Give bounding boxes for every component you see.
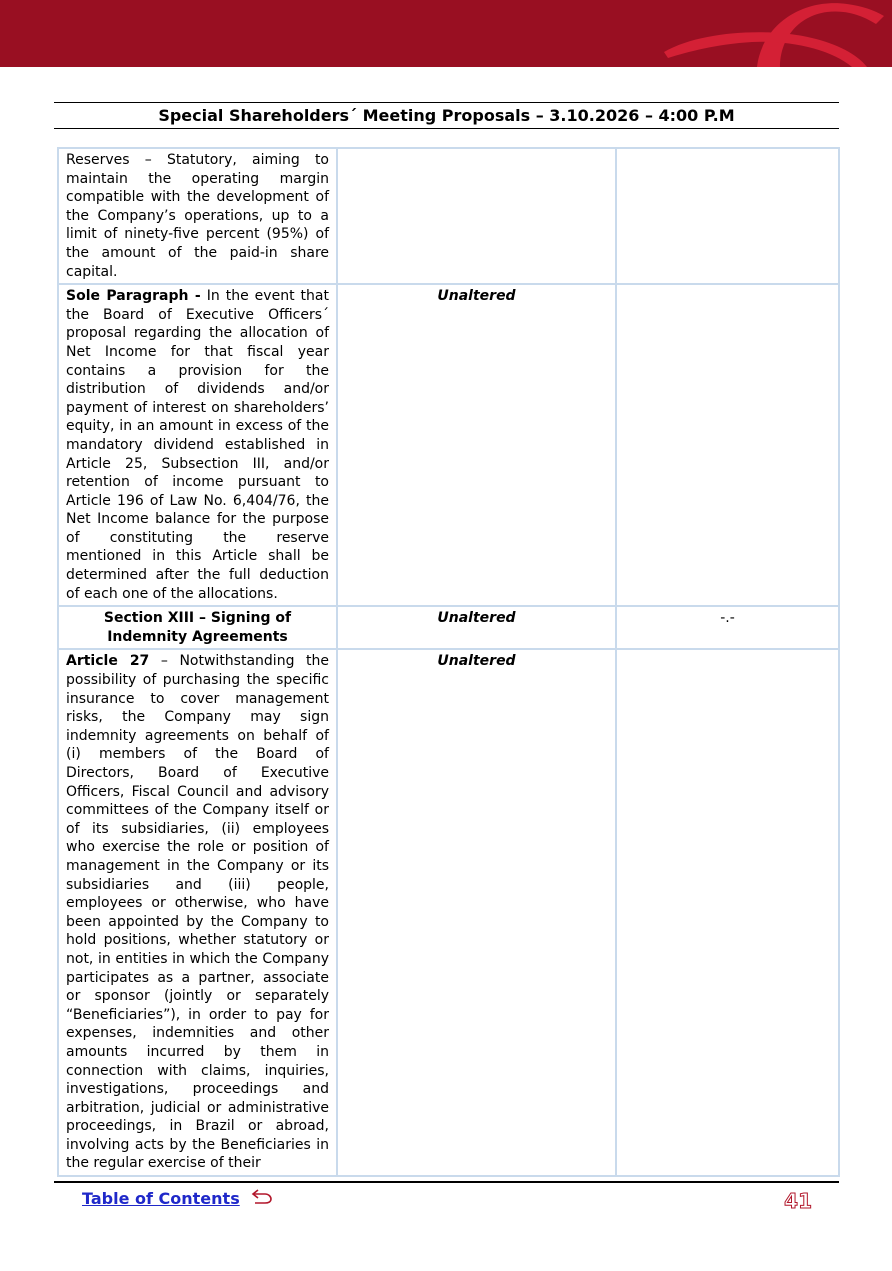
proposal-cell bbox=[337, 148, 616, 284]
article-text: – Notwithstanding the possibility of purchasing the specific insurance to cover management risks, the Company may sign indemnity agreements on behalf of (i) members of the Board of Directors, Board of Executive Officers, Fiscal Council and advisory committees of the Company itself or of its subsidiaries, (ii) employees who exercise the role or position of management in the Company or its subsidiaries and (iii) people, employees or otherwise, who have been appointed by the Company to hold positions, whether statutory or not, in entities in which the Company participates as a partner, associate or sponsor (jointly or separately “Beneficiaries”), in order to pay for expenses, indemnities and other amounts incurred by them in connection with claims, inquiries, investigations, proceedings and arbitration, judicial or administrative proceedings, in Brazil or abroad, involving acts by the Beneficiaries in the regular exercise of their bbox=[66, 653, 330, 1172]
proposal-cell bbox=[337, 606, 616, 649]
justification-cell bbox=[616, 649, 839, 1176]
header-rule-bottom bbox=[54, 128, 839, 129]
proposal-cell bbox=[337, 284, 616, 606]
article-text-cell bbox=[58, 649, 337, 1176]
justification-cell bbox=[616, 148, 839, 284]
top-banner bbox=[0, 0, 892, 67]
table-row bbox=[58, 649, 839, 1176]
justification-cell bbox=[616, 284, 839, 606]
proposal-status: Unaltered bbox=[437, 653, 516, 670]
justification-text: -.- bbox=[720, 610, 735, 627]
table-of-contents-link[interactable]: Table of Contents bbox=[82, 1189, 240, 1208]
article-text-cell bbox=[58, 148, 337, 284]
return-arrow-icon[interactable] bbox=[251, 1187, 273, 1205]
table-row bbox=[58, 606, 839, 649]
header-rule-top bbox=[54, 102, 839, 103]
brand-swoosh-icon bbox=[662, 0, 892, 67]
paragraph-heading: Sole Paragraph - bbox=[66, 288, 201, 305]
footer-rule bbox=[54, 1181, 839, 1183]
table-row bbox=[58, 148, 839, 284]
article-text: Reserves – Statutory, aiming to maintain the operating margin compatible with the development of the Company’s operations, up to a limit of ninety-five percent (95%) of the amount of the paid-in share capital. bbox=[66, 152, 329, 280]
section-title-cell bbox=[58, 606, 337, 649]
table-row bbox=[58, 284, 839, 606]
page-number: 41 bbox=[784, 1189, 812, 1213]
section-title: Section XIII – Signing of Indemnity Agreements bbox=[103, 610, 292, 645]
proposal-cell bbox=[337, 649, 616, 1176]
proposal-table bbox=[57, 147, 840, 1177]
page-title: Special Shareholders´ Meeting Proposals – 3.10.2026 – 4:00 P.M bbox=[158, 106, 735, 125]
proposal-status: Unaltered bbox=[437, 288, 516, 305]
justification-cell bbox=[616, 606, 839, 649]
article-text: In the event that the Board of Executive Officers´ proposal regarding the allocation of Net Income for that fiscal year contains a provision for the distribution of dividends and/or payment of interest on shareholders’ equity, in an amount in excess of the mandatory dividend established in Article 25, Subsection III, and/or retention of income pursuant to Article 196 of Law No. 6,404/76, the Net Income balance for the purpose of constituting the reserve mentioned in this Article shall be determined after the full deduction of each one of the allocations. bbox=[66, 288, 329, 602]
article-text-cell bbox=[58, 284, 337, 606]
proposal-status: Unaltered bbox=[437, 610, 516, 627]
article-heading: Article 27 bbox=[66, 653, 150, 670]
